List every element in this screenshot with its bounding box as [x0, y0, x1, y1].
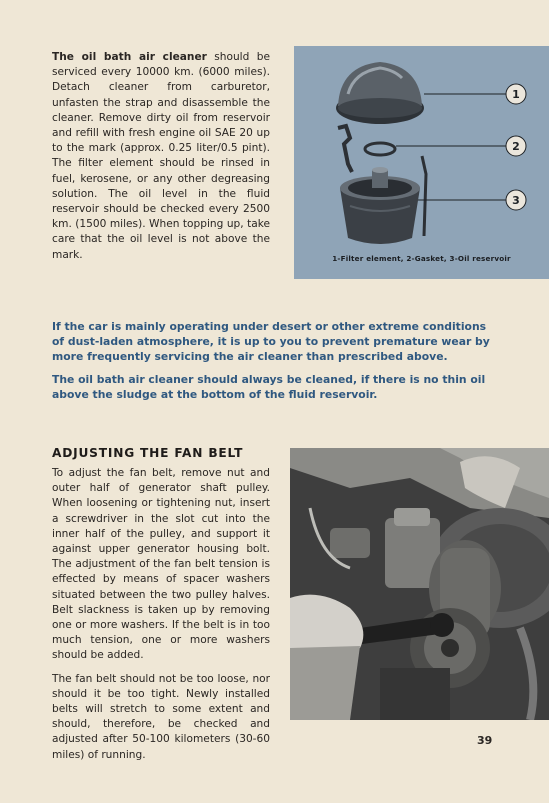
oil-cleaner-paragraph	[52, 50, 270, 263]
oil-bath-cleaner-illustration	[294, 46, 549, 279]
engine-photo-illustration	[290, 448, 549, 720]
fan-belt-photo	[290, 448, 549, 720]
figure-caption: 1-Filter element, 2-Gasket, 3-Oil reservoir	[332, 254, 511, 263]
oil-bath-cleaner-figure	[294, 46, 549, 279]
section-heading: ADJUSTING THE FAN BELT	[52, 446, 244, 460]
fan-belt-paragraph: To adjust the fan belt, remove nut and outer half of generator shaft pulley. When loosening or tightening nut, insert a screwdriver in the slot cut into the inner half of the pulley, and support it against upper generator housing bolt. The adjustment of the fan belt tension is effected by means of spacer washers situated between the two pulley halves. Belt slackness is taken up by removing one or more washers. If the belt is in too much tension, one or more washers should be added.	[52, 467, 270, 662]
oil-cleaner-lead: The oil bath air cleaner	[52, 51, 207, 63]
callout-2: 2	[512, 140, 520, 153]
sludge-cleaning-notice: The oil bath air cleaner should always be cleaned, if there is no thin oil above the sludge at the bottom of the fluid reservoir.	[52, 373, 486, 401]
fan-belt-paragraph: The fan belt should not be too loose, nor should it be too tight. Newly installed belts will stretch to some extent and should, therefore, be checked and adjusted after 50-100 kilometers (30-60 miles) of running.	[52, 672, 270, 761]
callout-3: 3	[512, 194, 520, 207]
page-number: 39	[477, 734, 493, 747]
desert-conditions-notice: If the car is mainly operating under desert or other extreme conditions of dust-laden atmosphere, it is up to you to prevent premature wear by more frequently servicing the air cleaner than prescribed above.	[52, 320, 490, 363]
fan-belt-text	[52, 466, 270, 771]
callout-1: 1	[512, 88, 520, 101]
oil-cleaner-body: should be serviced every 10000 km. (6000 miles). Detach cleaner from carburetor, unfasten the strap and disassemble the cleaner. Remove dirty oil from reservoir and refill with fresh engine oil SAE 20 up to the mark (approx. 0.25 liter/0.5 pint). The filter element should be rinsed in fuel, kerosene, or any other degreasing solution. The oil level in the fluid reservoir should be checked every 2500 km. (1500 miles). When topping up, take care that the oil level is not above the mark.	[52, 51, 270, 261]
